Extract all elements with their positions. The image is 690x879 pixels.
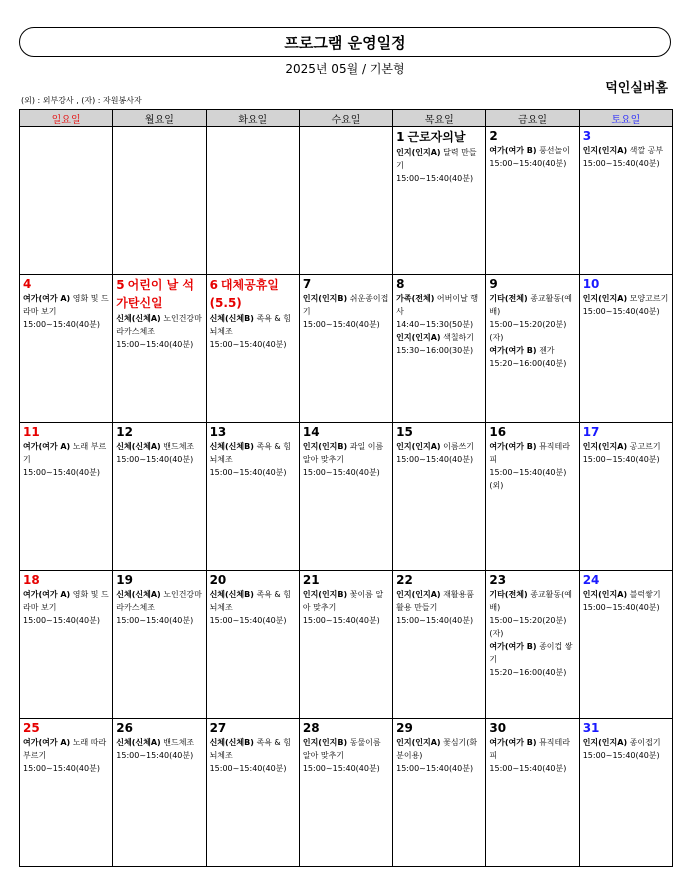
program-time: 15:00~15:40(40분) (209, 468, 287, 477)
program-entry (489, 344, 576, 370)
program-entry (489, 640, 576, 679)
day-header (396, 128, 483, 146)
program-category: 신체(신체B) (209, 738, 254, 747)
day-header (303, 572, 390, 588)
calendar-day-cell (113, 275, 206, 423)
program-category: 인지(인지B) (302, 442, 348, 451)
program-name: 밴드체조 (163, 738, 195, 747)
program-time: 15:00~15:40(40분) (396, 764, 474, 773)
program-time: 15:00~15:40(40분) (582, 307, 660, 316)
program-name: 블럭쌓기 (629, 590, 661, 599)
day-number: 28 (302, 721, 320, 735)
program-category: 여가(여가 B) (489, 738, 537, 747)
calendar-day-cell (20, 719, 113, 867)
program-category: 인지(인지B) (302, 590, 348, 599)
calendar-week-row (20, 423, 673, 571)
day-number: 17 (582, 425, 600, 439)
program-time: 15:00~15:40(40분) (302, 468, 380, 477)
calendar-day-cell (579, 127, 672, 275)
program-category: 인지(인지A) (582, 738, 628, 747)
program-name: 노래 따라 부르기 (23, 738, 107, 760)
program-name: 꽃이름 알아 맞추기 (302, 590, 384, 612)
weekday-friday: 금요일 (486, 110, 579, 127)
program-entry (210, 736, 297, 775)
day-number: 8 (396, 277, 405, 291)
program-time: 15:00~15:40(40분) (302, 764, 380, 773)
program-category: 여가(여가 A) (23, 442, 71, 451)
calendar-day-cell (393, 719, 486, 867)
calendar-day-cell (20, 275, 113, 423)
day-header (210, 424, 297, 440)
day-number: 21 (302, 573, 320, 587)
program-time: 15:00~15:40(40분) (23, 616, 100, 625)
calendar-day-cell (206, 423, 299, 571)
calendar-empty-cell (113, 127, 206, 275)
day-header (489, 572, 576, 588)
weekday-monday: 월요일 (113, 110, 206, 127)
program-time: 15:30~16:00(30분) (396, 346, 474, 355)
program-category: 여가(여가 A) (23, 738, 71, 747)
program-entry (23, 736, 110, 775)
calendar-day-cell (486, 719, 579, 867)
program-name: 재활용품 활용 만들기 (396, 590, 475, 612)
day-header (583, 572, 670, 588)
program-category: 여가(여가 B) (489, 146, 537, 155)
program-entry (583, 736, 670, 762)
program-time: 15:00~15:40(40분) (116, 455, 194, 464)
day-number: 24 (582, 573, 600, 587)
day-number: 1 (396, 130, 405, 144)
program-category: 신체(신체A) (116, 442, 161, 451)
program-category: 인지(인지A) (396, 442, 441, 451)
program-entry (303, 440, 390, 479)
day-header (489, 276, 576, 292)
day-number: 14 (302, 425, 320, 439)
program-time: 15:00~15:40(40분)(외) (489, 468, 567, 490)
day-header (116, 572, 203, 588)
day-number: 25 (23, 721, 40, 735)
calendar-day-cell (206, 571, 299, 719)
legend: (외) : 외부강사 , (자) : 자원봉사자 (21, 96, 142, 105)
calendar-day-cell (393, 275, 486, 423)
organization-name: 덕인실버홈 (605, 81, 668, 96)
calendar-week-row (20, 571, 673, 719)
program-name: 색칠하기 (443, 333, 475, 342)
calendar-day-cell (486, 571, 579, 719)
calendar-day-cell (299, 719, 392, 867)
program-name: 공고르기 (629, 442, 661, 451)
day-number: 22 (396, 573, 413, 587)
program-time: 15:00~15:40(40분) (209, 764, 287, 773)
day-header (23, 276, 110, 292)
program-category: 인지(인지A) (582, 442, 628, 451)
weekday-saturday: 토요일 (579, 110, 672, 127)
day-header (489, 424, 576, 440)
program-name: 어버이날 행사 (396, 294, 479, 316)
calendar-day-cell (299, 275, 392, 423)
day-header (489, 720, 576, 736)
day-header (396, 424, 483, 440)
program-category: 인지(인지A) (396, 590, 441, 599)
program-entry (303, 736, 390, 775)
program-time: 15:00~15:40(40분) (302, 616, 380, 625)
calendar-day-cell (299, 571, 392, 719)
day-header (210, 276, 297, 312)
day-number: 3 (582, 129, 592, 143)
program-entry (210, 588, 297, 627)
day-number: 12 (116, 425, 133, 439)
program-entry (489, 292, 576, 344)
calendar-day-cell (486, 275, 579, 423)
program-name: 노인건강마라카스체조 (116, 590, 202, 612)
program-time: 15:00~15:40(40분) (116, 616, 194, 625)
program-name: 과일 이름 알아 맞추기 (302, 442, 384, 464)
program-entry (583, 144, 670, 170)
day-header (210, 572, 297, 588)
program-category: 인지(인지A) (582, 590, 628, 599)
program-time: 15:00~15:40(40분) (116, 340, 194, 349)
program-name: 족욕 & 힘뇌체조 (209, 442, 291, 464)
program-name: 뮤직테라피 (489, 442, 570, 464)
program-category: 기타(전체) (489, 590, 528, 599)
calendar-day-cell (20, 571, 113, 719)
program-entry (396, 292, 483, 331)
program-name: 종이접기 (629, 738, 661, 747)
program-entry (116, 588, 203, 627)
title-text: 프로그램 운영일정 (284, 33, 406, 52)
program-category: 인지(인지A) (396, 148, 441, 157)
program-name: 이름쓰기 (443, 442, 475, 451)
day-number: 18 (23, 573, 40, 587)
program-time: 15:00~15:20(20분)(자) (489, 320, 567, 342)
holiday-label: 근로자의날 (407, 130, 466, 144)
program-name: 달력 만들기 (396, 148, 477, 170)
program-category: 여가(여가 A) (23, 294, 71, 303)
calendar-table (19, 109, 673, 867)
program-category: 신체(신체B) (209, 590, 254, 599)
program-name: 뮤직테라피 (489, 738, 570, 760)
calendar-empty-cell (206, 127, 299, 275)
day-header (489, 128, 576, 144)
program-time: 15:00~15:40(40분) (396, 174, 474, 183)
program-entry (210, 440, 297, 479)
program-time: 15:00~15:40(40분) (489, 764, 567, 773)
program-time: 15:20~16:00(40분) (489, 359, 567, 368)
day-header (23, 424, 110, 440)
day-number: 27 (209, 721, 227, 735)
program-name: 영화 및 드라마 보기 (23, 294, 109, 316)
holiday-label: 대체공휴일(5.5) (209, 278, 279, 310)
program-category: 여가(여가 B) (489, 346, 537, 355)
program-time: 15:00~15:40(40분) (582, 603, 660, 612)
calendar-day-cell (579, 275, 672, 423)
program-category: 가족(전체) (396, 294, 435, 303)
calendar-day-cell (206, 719, 299, 867)
program-time: 15:00~15:40(40분) (396, 455, 474, 464)
day-header (583, 720, 670, 736)
day-header (583, 424, 670, 440)
program-entry (489, 588, 576, 640)
program-category: 신체(신체B) (209, 314, 254, 323)
day-header (583, 276, 670, 292)
program-time: 15:00~15:40(40분) (302, 320, 380, 329)
subtitle: 2025년 05월 / 기본형 (285, 62, 405, 76)
day-header (116, 424, 203, 440)
program-time: 15:00~15:40(40분) (116, 751, 194, 760)
day-header (303, 276, 390, 292)
calendar-day-cell (206, 275, 299, 423)
program-name: 종교활동(예배) (489, 294, 572, 316)
program-name: 꽃심기(화분이용) (396, 738, 478, 760)
program-name: 동물이름 알아 맞추기 (302, 738, 381, 760)
day-number: 23 (489, 573, 507, 587)
day-number: 7 (302, 277, 312, 291)
program-name: 노인건강마라카스체조 (116, 314, 202, 336)
day-number: 2 (489, 129, 498, 143)
day-header (396, 720, 483, 736)
weekday-thursday: 목요일 (393, 110, 486, 127)
day-number: 30 (489, 721, 507, 735)
program-entry (116, 736, 203, 762)
program-category: 기타(전체) (489, 294, 528, 303)
day-number: 29 (396, 721, 413, 735)
day-header (23, 572, 110, 588)
program-time: 14:40~15:30(50분) (396, 320, 474, 329)
calendar-day-cell (579, 423, 672, 571)
day-header (23, 720, 110, 736)
program-time: 15:00~15:40(40분) (582, 455, 660, 464)
calendar-week-row (20, 127, 673, 275)
weekday-tuesday: 화요일 (206, 110, 299, 127)
program-time: 15:00~15:40(40분) (582, 751, 660, 760)
program-entry (303, 292, 390, 331)
weekday-header-row (20, 110, 673, 127)
calendar-day-cell (486, 127, 579, 275)
program-name: 종이컵 쌓기 (489, 642, 573, 664)
program-entry (583, 588, 670, 614)
program-entry (489, 736, 576, 775)
program-category: 인지(인지B) (302, 294, 348, 303)
program-entry (489, 440, 576, 492)
program-entry (396, 146, 483, 185)
calendar-day-cell (486, 423, 579, 571)
day-number: 5 (116, 278, 125, 292)
program-entry (303, 588, 390, 627)
day-number: 9 (489, 277, 498, 291)
program-entry (583, 292, 670, 318)
program-time: 15:00~15:40(40분) (23, 468, 100, 477)
program-name: 종교활동(예배) (489, 590, 572, 612)
program-time: 15:00~15:40(40분) (23, 764, 100, 773)
day-number: 16 (489, 425, 507, 439)
program-time: 15:00~15:40(40분) (396, 616, 474, 625)
day-number: 31 (582, 721, 600, 735)
program-category: 여가(여가 B) (489, 442, 537, 451)
program-name: 족욕 & 힘뇌체조 (209, 314, 291, 336)
day-header (116, 276, 203, 312)
day-header (396, 276, 483, 292)
program-category: 인지(인지A) (396, 333, 441, 342)
day-header (583, 128, 670, 144)
program-name: 족욕 & 힘뇌체조 (209, 590, 291, 612)
program-category: 신체(신체A) (116, 590, 161, 599)
calendar-day-cell (113, 423, 206, 571)
day-number: 6 (209, 278, 218, 292)
calendar-day-cell (393, 127, 486, 275)
program-time: 15:00~15:20(20분)(자) (489, 616, 567, 638)
holiday-label: 어린이 날 석가탄신일 (116, 278, 194, 310)
program-category: 여가(여가 A) (23, 590, 71, 599)
day-number: 11 (23, 425, 40, 439)
day-header (303, 720, 390, 736)
calendar-day-cell (299, 423, 392, 571)
program-entry (210, 312, 297, 351)
program-entry (489, 144, 576, 170)
calendar-day-cell (20, 423, 113, 571)
program-name: 색깔 공부 (629, 146, 664, 155)
day-number: 10 (582, 277, 600, 291)
calendar-day-cell (579, 571, 672, 719)
program-category: 인지(인지A) (582, 294, 628, 303)
program-time: 15:00~15:40(40분) (209, 340, 287, 349)
day-number: 15 (396, 425, 413, 439)
day-number: 19 (116, 573, 133, 587)
calendar-empty-cell (299, 127, 392, 275)
program-entry (583, 440, 670, 466)
program-time: 15:00~15:40(40분) (23, 320, 100, 329)
program-name: 쉬운종이접기 (302, 294, 389, 316)
program-name: 족욕 & 힘뇌체조 (209, 738, 291, 760)
calendar-day-cell (579, 719, 672, 867)
program-category: 신체(신체A) (116, 314, 161, 323)
program-category: 인지(인지B) (302, 738, 348, 747)
calendar-week-row (20, 275, 673, 423)
program-time: 15:00~15:40(40분) (209, 616, 287, 625)
program-entry (396, 588, 483, 627)
day-number: 26 (116, 721, 133, 735)
calendar-day-cell (113, 571, 206, 719)
program-entry (23, 440, 110, 479)
day-header (303, 424, 390, 440)
program-category: 신체(신체A) (116, 738, 161, 747)
program-entry (396, 331, 483, 357)
program-entry (396, 736, 483, 775)
weekday-wednesday: 수요일 (299, 110, 392, 127)
day-header (116, 720, 203, 736)
program-name: 풍선놀이 (539, 146, 570, 155)
weekday-sunday: 일요일 (20, 110, 113, 127)
program-entry (23, 588, 110, 627)
day-number: 20 (209, 573, 227, 587)
program-time: 15:00~15:40(40분) (582, 159, 660, 168)
program-category: 여가(여가 B) (489, 642, 537, 651)
program-category: 신체(신체B) (209, 442, 254, 451)
calendar-week-row (20, 719, 673, 867)
program-name: 모양고르기 (629, 294, 669, 303)
program-category: 인지(인지A) (582, 146, 628, 155)
program-name: 밴드체조 (163, 442, 195, 451)
program-time: 15:20~16:00(40분) (489, 668, 567, 677)
day-header (396, 572, 483, 588)
program-name: 젠가 (539, 346, 555, 355)
program-name: 노래 부르기 (23, 442, 107, 464)
program-name: 영화 및 드라마 보기 (23, 590, 109, 612)
day-number: 4 (23, 277, 32, 291)
page-title (19, 27, 671, 57)
program-time: 15:00~15:40(40분) (489, 159, 567, 168)
day-number: 13 (209, 425, 227, 439)
program-entry (396, 440, 483, 466)
program-entry (116, 312, 203, 351)
day-header (210, 720, 297, 736)
calendar-day-cell (113, 719, 206, 867)
program-entry (116, 440, 203, 466)
program-category: 인지(인지A) (396, 738, 441, 747)
program-entry (23, 292, 110, 331)
calendar-day-cell (393, 423, 486, 571)
calendar-empty-cell (20, 127, 113, 275)
calendar-day-cell (393, 571, 486, 719)
